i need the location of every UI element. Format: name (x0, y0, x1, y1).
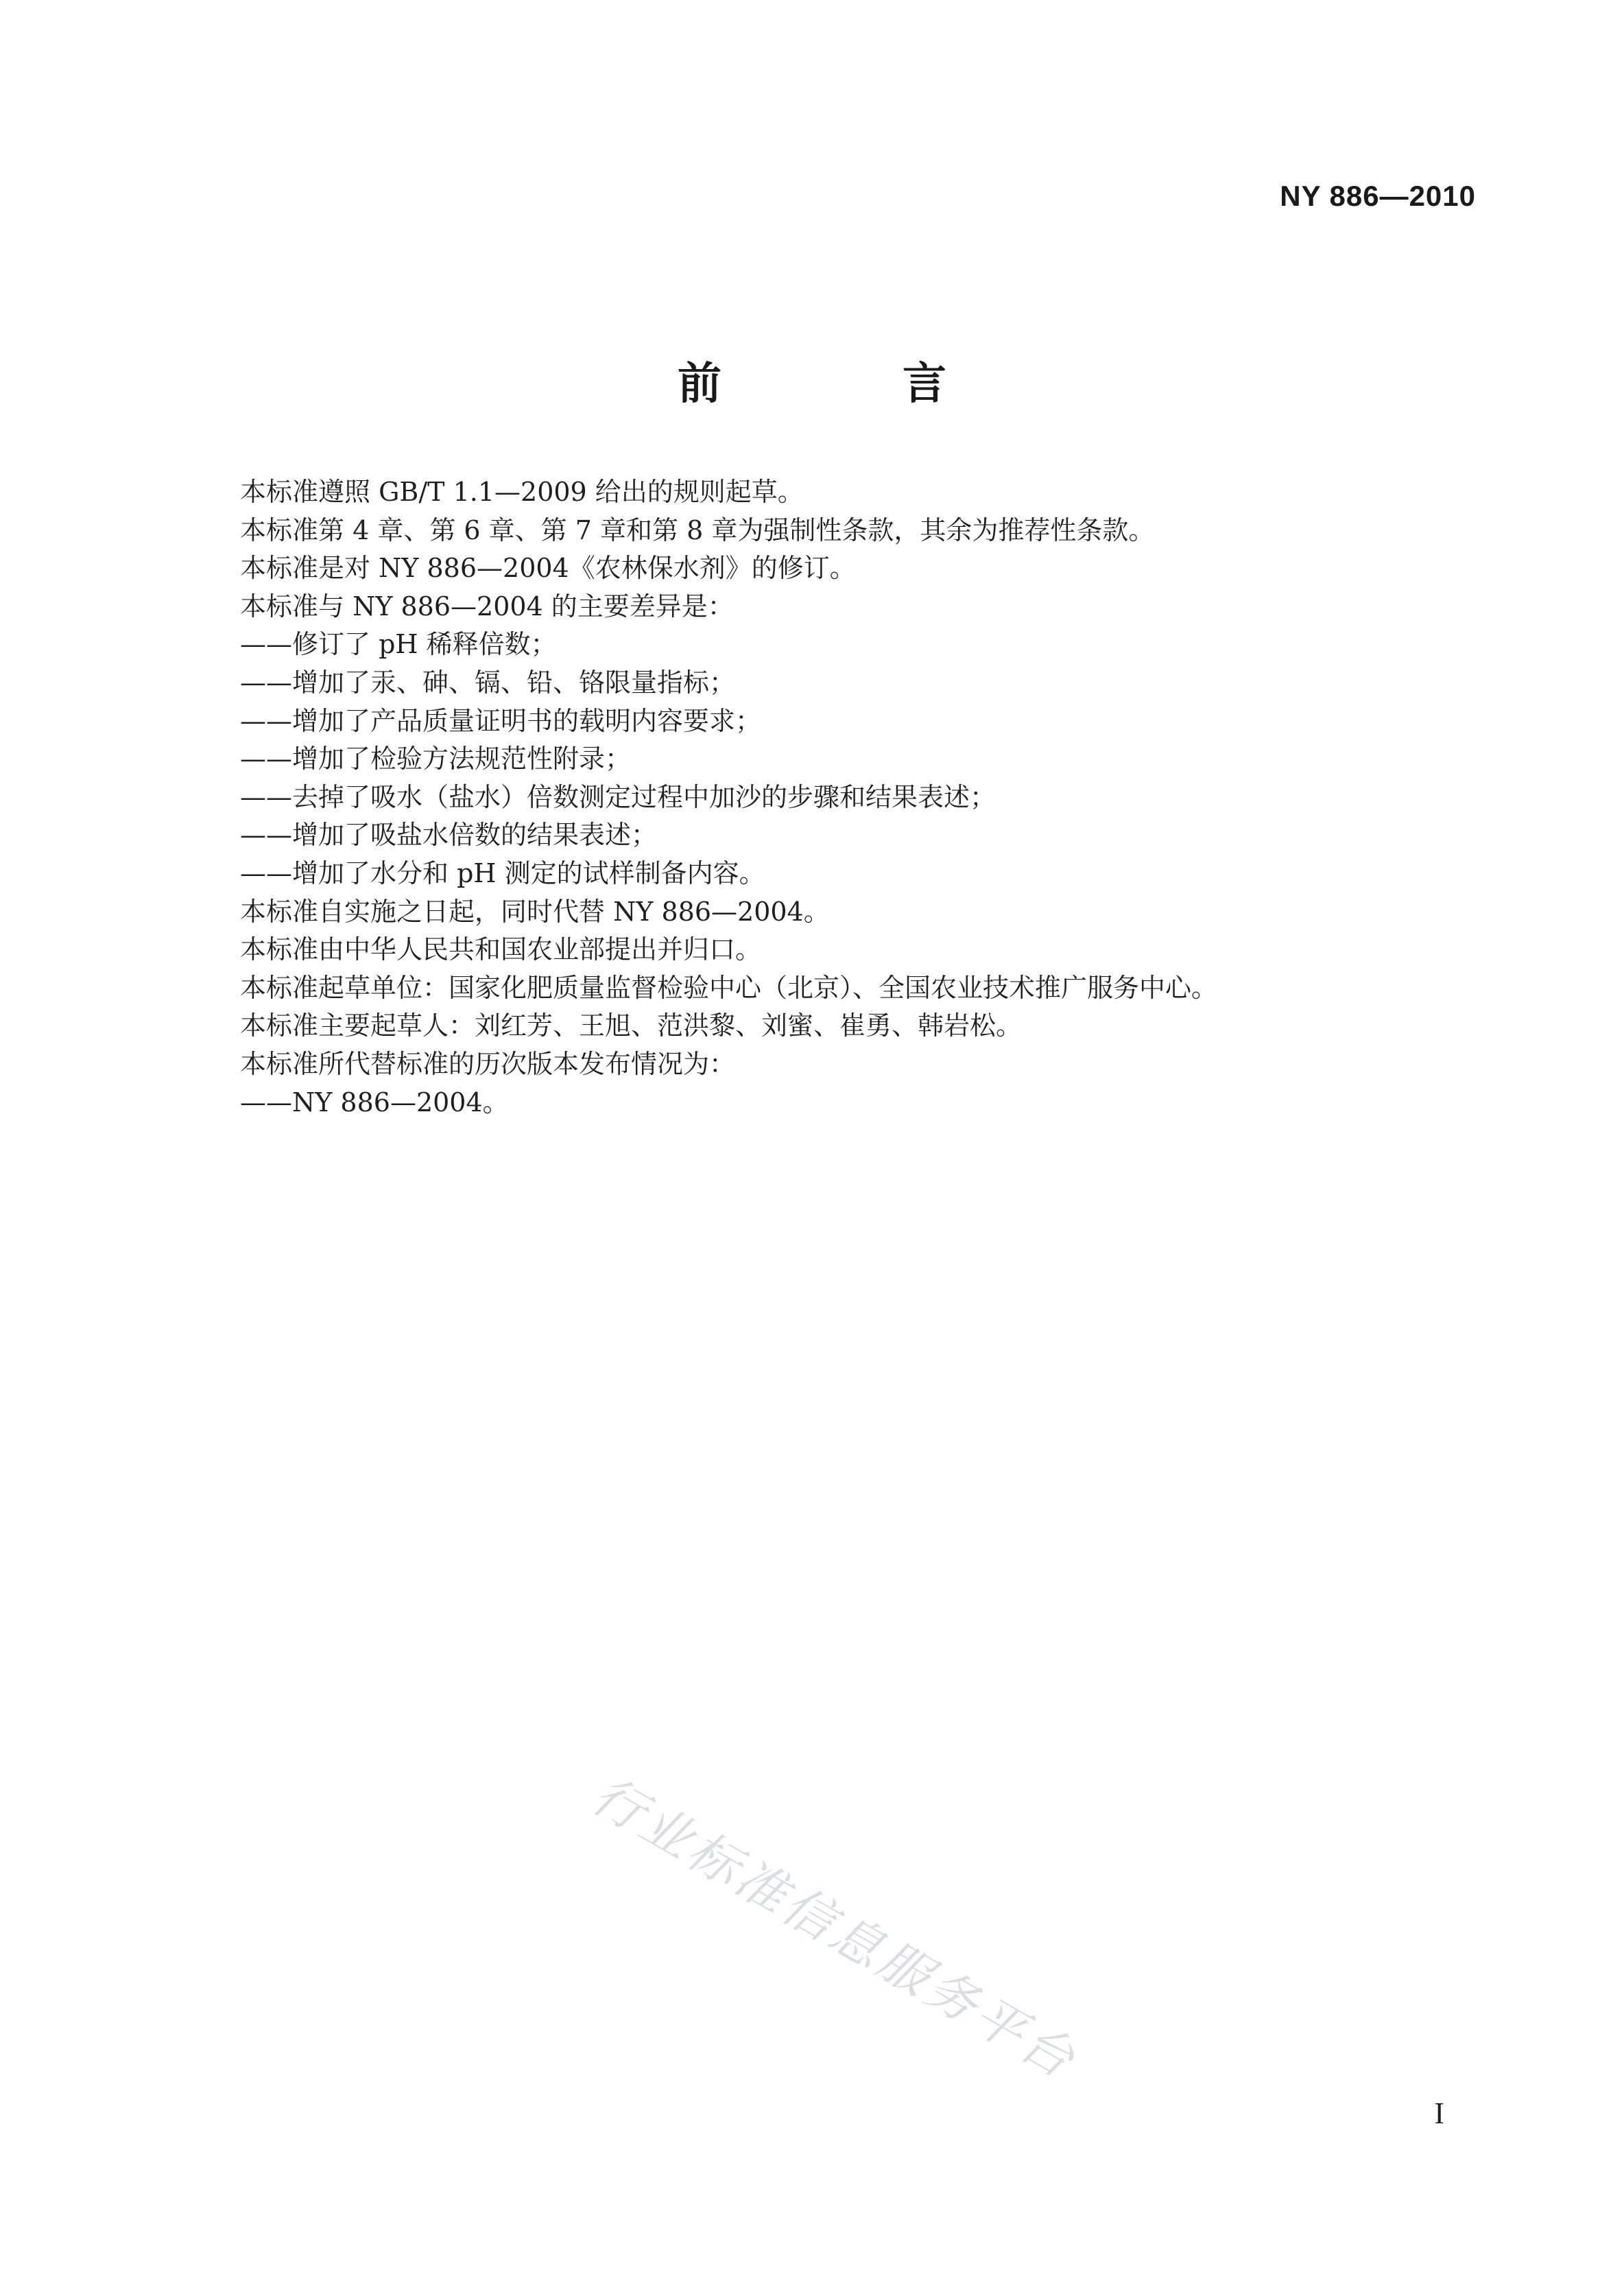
foreword-paragraph: 本标准遵照 GB/T 1.1—2009 给出的规则起草。 (240, 477, 804, 507)
foreword-paragraph: 本标准自实施之日起，同时代替 NY 886—2004。 (240, 896, 830, 927)
foreword-body (240, 473, 1406, 1122)
difference-list-item: ——修订了 pH 稀释倍数； (240, 629, 557, 660)
difference-list-item: ——增加了检验方法规范性附录； (240, 744, 632, 774)
difference-list-item: ——增加了水分和 pH 测定的试样制备内容。 (240, 857, 765, 888)
previous-edition-item: ——NY 886—2004。 (240, 1087, 509, 1117)
standard-number: NY 886—2010 (1280, 180, 1476, 212)
difference-list-item: ——增加了产品质量证明书的载明内容要求； (240, 705, 762, 736)
foreword-paragraph: 本标准第 4 章、第 6 章、第 7 章和第 8 章为强制性条款，其余为推荐性条款。 (240, 514, 1155, 545)
main-drafters: 本标准主要起草人：刘红芳、王旭、范洪黎、刘蜜、崔勇、韩岩松。 (240, 1010, 1023, 1041)
page-number: I (1434, 2096, 1444, 2130)
page-title: 前 言 (678, 359, 1015, 410)
foreword-paragraph: 本标准所代替标准的历次版本发布情况为： (240, 1048, 736, 1079)
drafting-units: 本标准起草单位：国家化肥质量监督检验中心（北京）、全国农业技术推广服务中心。 (240, 972, 1218, 1003)
foreword-paragraph: 本标准由中华人民共和国农业部提出并归口。 (240, 934, 762, 965)
watermark: 行业标准信息服务平台 (582, 1765, 1087, 2092)
foreword-paragraph: 本标准与 NY 886—2004 的主要差异是： (240, 591, 734, 622)
difference-list-item: ——去掉了吸水（盐水）倍数测定过程中加沙的步骤和结果表述； (240, 781, 996, 812)
difference-list-item: ——增加了汞、砷、镉、铅、铬限量指标； (240, 667, 736, 698)
difference-list-item: ——增加了吸盐水倍数的结果表述； (240, 820, 658, 851)
foreword-paragraph: 本标准是对 NY 886—2004《农林保水剂》的修订。 (240, 553, 856, 584)
